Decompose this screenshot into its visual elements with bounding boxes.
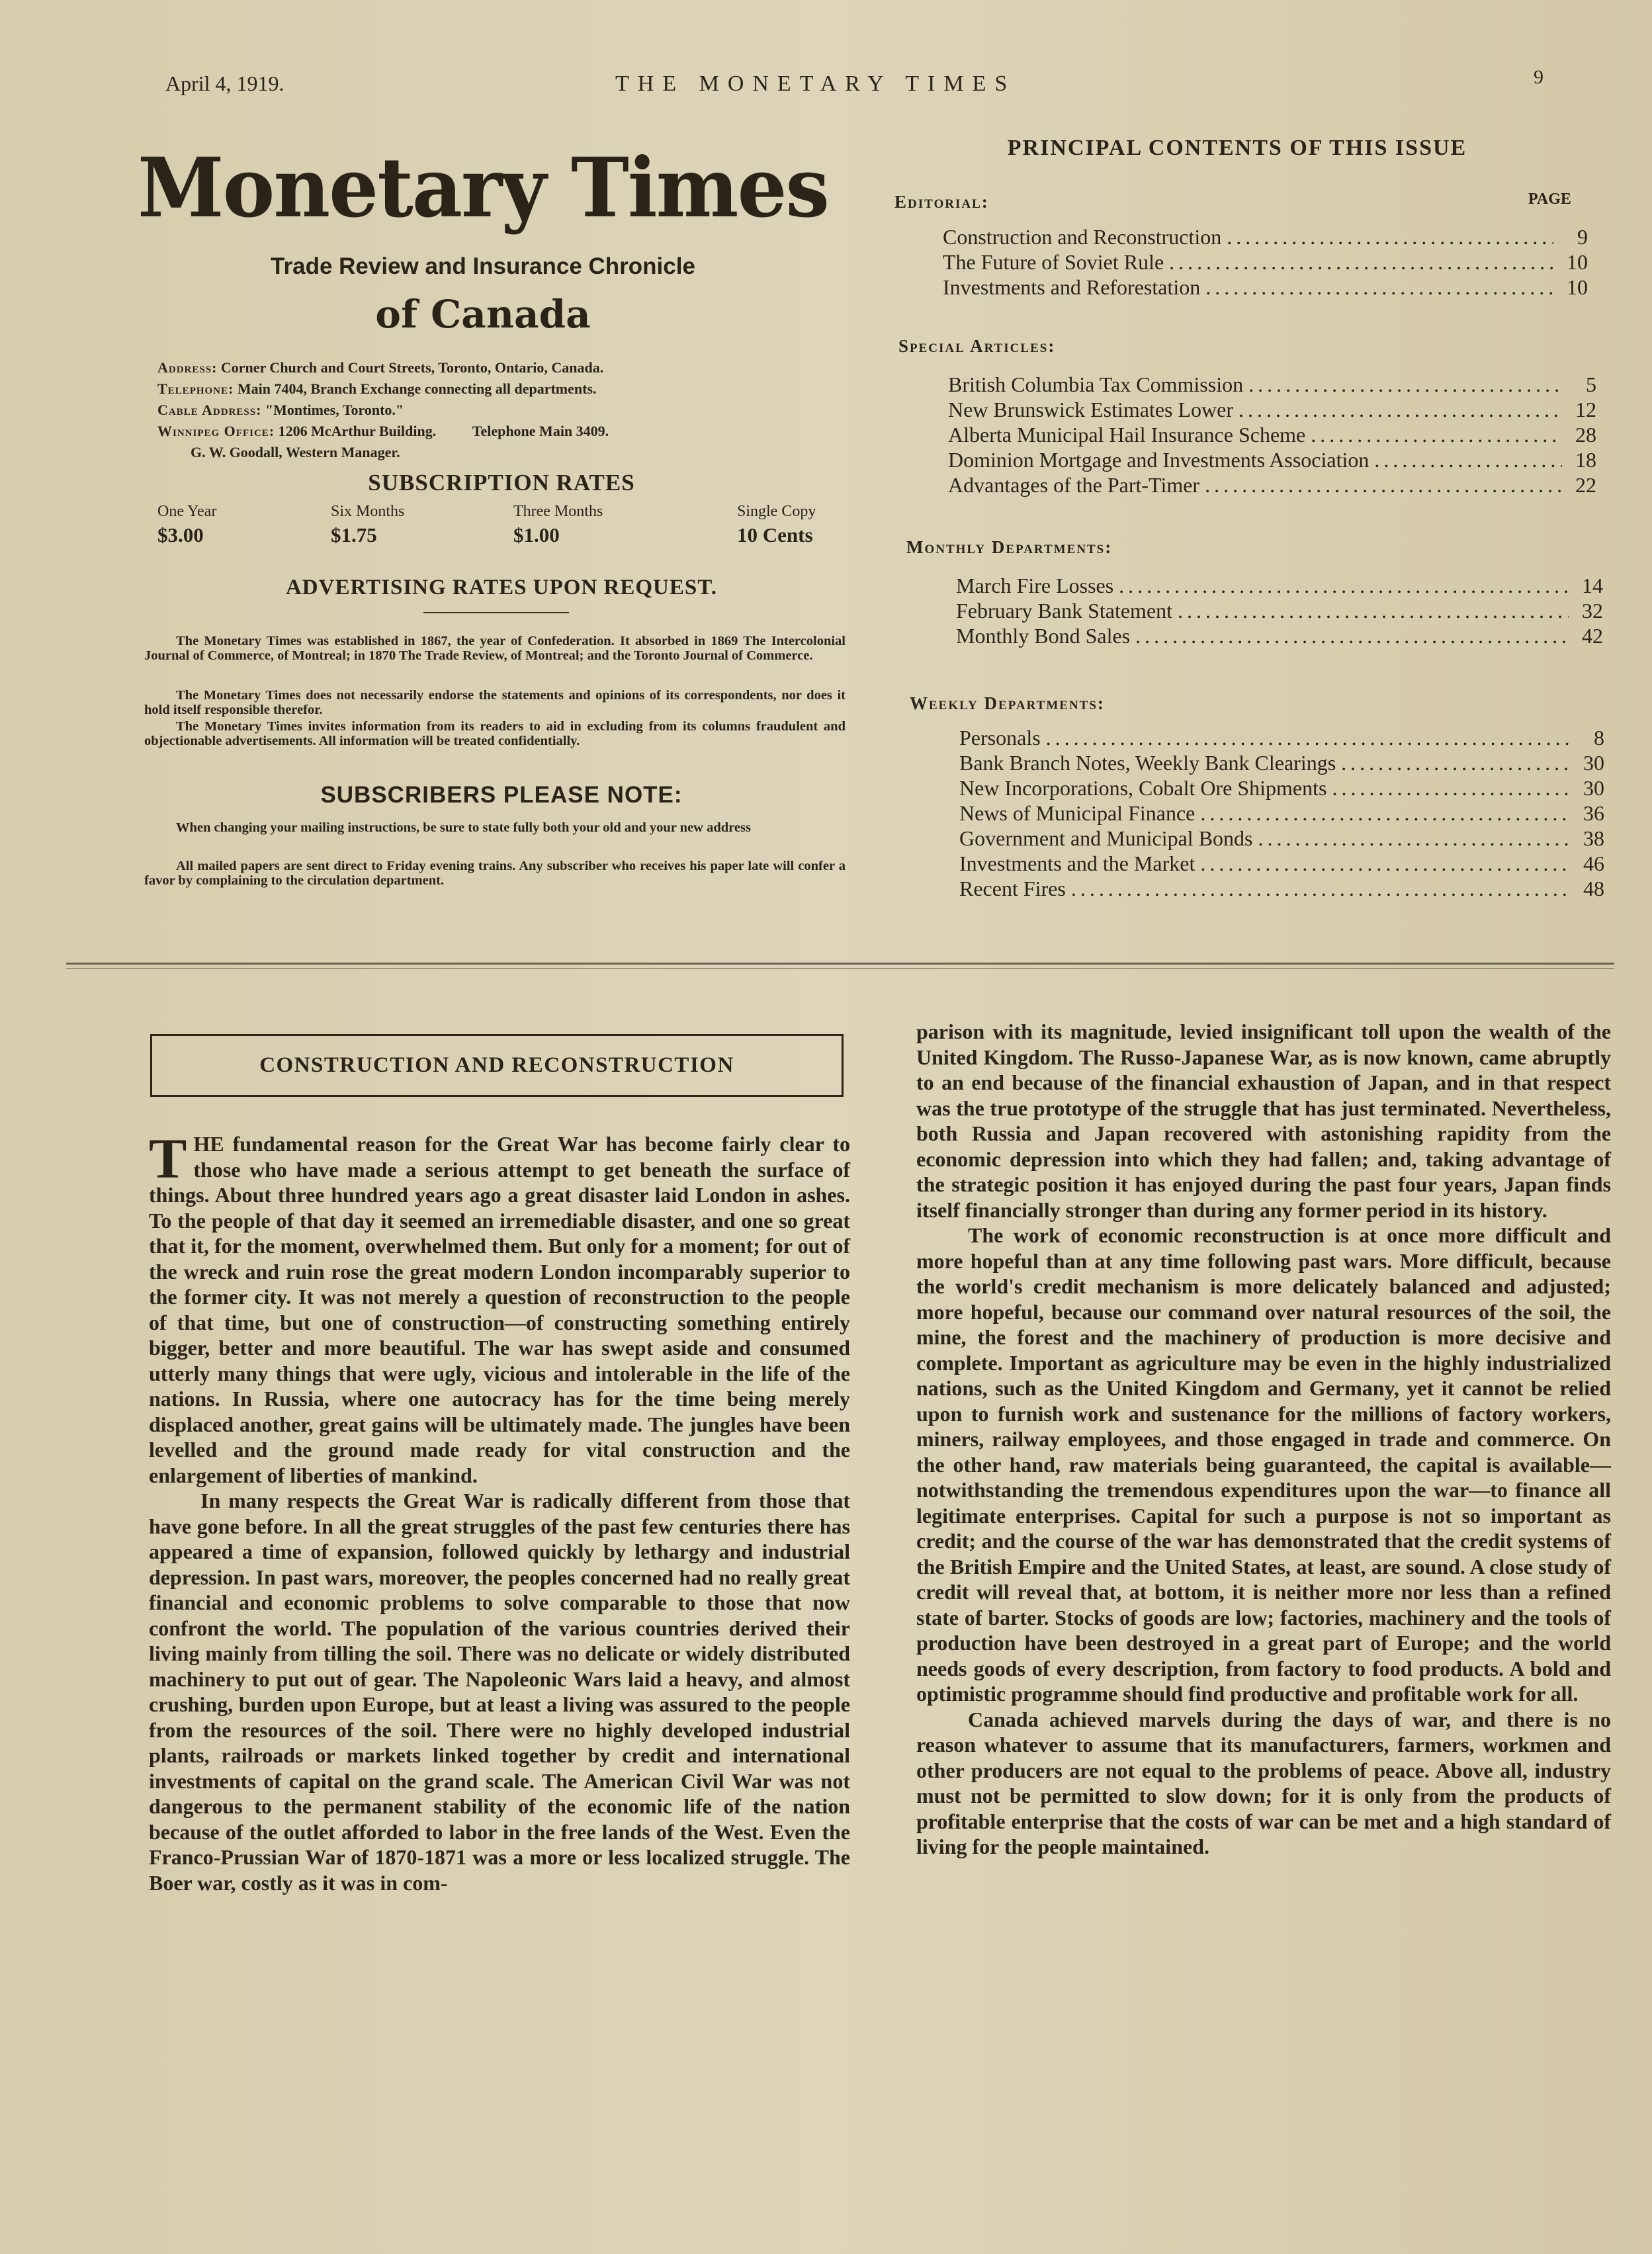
toc-entry[interactable]: Bank Branch Notes, Weekly Bank Clearings ..... 30	[959, 751, 1604, 776]
article-paragraph: THE fundamental reason for the Great War has become fairly clear to those who have made a serious attempt to get beneath the surface of things. About three hundred years ago a great disaster laid London in ashes. To the people of that day it seemed an irremediable disaster, and one so great that it, for the moment, overwhelmed them. But only for a moment; for out of the wreck and ruin rose the great modern London incomparably superior to the former city. It was not merely a question of reconstruction to the people of that time, but one of construction—of constructing something entirely bigger, better and more beautiful. The war has swept aside and consumed utterly many things that were ugly, vicious and intolerable in the life of the nations. In Russia, where one autocracy has for the time being merely displaced another, great gains will be ultimately made. The jungles have been levelled and the ground made ready for vital construction and the enlargement of liberties of mankind.	[149, 1127, 850, 1487]
toc-section-heading: Weekly Departments:	[910, 693, 1105, 713]
notice-paragraph: The Monetary Times was established in 1867, the year of Confederation. It absorbed in 1869 The Intercolonial Journal of Commerce, of Montreal; in 1870 The Trade Review, of Montreal; and the Toronto Journal of Commerce.	[144, 634, 846, 663]
toc-entry[interactable]: New Brunswick Estimates Lower ..... 12	[948, 398, 1596, 423]
article-left-column	[149, 1127, 850, 1895]
article-paragraph: parison with its magnitude, levied insignificant toll upon the wealth of the United Kingdom. The Russo-Japanese War, as is now known, came abruptly to an end because of the financial exhaustion of Japan, and in that respect was the true prototype of the struggle that has just terminated. Nevertheless, both Russia and Japan recovered with astonishing rapidity from the economic depression into which they had fallen; and, taking advantage of the strategic position it has enjoyed during the past four years, Japan finds itself financially stronger than during any former period in its history.	[916, 1019, 1611, 1222]
page-number: 9	[1534, 66, 1545, 88]
toc-entry[interactable]: Personals ..... 8	[959, 726, 1604, 751]
toc-entry[interactable]: Monthly Bond Sales ..... 42	[956, 624, 1603, 649]
article-right-column	[916, 1019, 1611, 1860]
notice-paragraph: The Monetary Times invites information from its readers to aid in excluding from its columns fraudulent and objectionable advertisements. All information will be treated confidentially.	[144, 719, 846, 748]
masthead-of-canada: of Canada	[375, 292, 591, 337]
masthead-logo: Monetary Times	[138, 139, 828, 236]
notice-paragraph: The Monetary Times does not necessarily endorse the statements and opinions of its correspondents, nor does it hold itself responsible therefor.	[144, 688, 846, 717]
address-block	[157, 357, 852, 463]
toc-entry[interactable]: New Incorporations, Cobalt Ore Shipments ..... 30	[959, 776, 1604, 801]
address-row: Winnipeg Office: 1206 McArthur Building. Telephone Main 3409.	[157, 423, 609, 439]
toc-section-monthly	[956, 574, 1603, 649]
toc-entry[interactable]: Construction and Reconstruction ..... 9	[943, 225, 1588, 250]
toc-entry[interactable]: Advantages of the Part-Timer ..... 22	[948, 473, 1596, 498]
toc-entry[interactable]: News of Municipal Finance ..... 36	[959, 801, 1604, 826]
toc-section-heading: Editorial:	[894, 192, 989, 212]
rate-six-months: Six Months $1.75	[331, 503, 405, 546]
toc-entry[interactable]: Alberta Municipal Hail Insurance Scheme ..... 28	[948, 423, 1596, 448]
section-divider	[66, 968, 1614, 969]
contents-title: PRINCIPAL CONTENTS OF THIS ISSUE	[1007, 136, 1467, 160]
running-head	[165, 66, 1555, 105]
address-row: Cable Address: "Montimes, Toronto."	[157, 402, 404, 418]
toc-entry[interactable]: Government and Municipal Bonds ..... 38	[959, 826, 1604, 851]
toc-section-heading: Special Articles:	[898, 336, 1056, 356]
toc-section-special	[948, 372, 1596, 498]
toc-entry[interactable]: Investments and the Market ..... 46	[959, 851, 1604, 877]
contents-page-header: PAGE	[1528, 191, 1571, 208]
toc-entry[interactable]: The Future of Soviet Rule ..... 10	[943, 250, 1588, 275]
drop-cap: T	[149, 1127, 187, 1190]
advertising-note: ADVERTISING RATES UPON REQUEST.	[285, 576, 718, 599]
short-rule	[423, 612, 569, 613]
toc-entry[interactable]: March Fire Losses ..... 14	[956, 574, 1603, 599]
article-paragraph: Canada achieved marvels during the days of war, and there is no reason whatever to assume that its manufacturers, farmers, workmen and other producers are not equal to the problems of peace. Above all, industry must not be permitted to slow down; for it is only from the products of profitable enterprise that the costs of war can be met and a high standard of living for the people maintained.	[916, 1707, 1611, 1858]
toc-section-editorial	[943, 225, 1588, 300]
toc-entry[interactable]: Recent Fires ..... 48	[959, 877, 1604, 902]
rate-three-months: Three Months $1.00	[513, 503, 603, 546]
toc-entry[interactable]: Investments and Reforestation ..... 10	[943, 275, 1588, 300]
toc-entry[interactable]: February Bank Statement ..... 32	[956, 599, 1603, 624]
issue-date: April 4, 1919.	[165, 71, 284, 95]
subscribers-note-title: SUBSCRIBERS PLEASE NOTE:	[320, 782, 683, 808]
subscribers-note-paragraph: When changing your mailing instructions, be sure to state fully both your old and your new address	[176, 820, 751, 835]
subscription-title: SUBSCRIPTION RATES	[368, 470, 635, 496]
toc-section-heading: Monthly Departments:	[906, 537, 1113, 557]
article-paragraph: The work of economic reconstruction is at once more difficult and more hopeful than at any time following past wars. More difficult, because the world's credit mechanism is more delicately balanced and adjusted; more hopeful, because our command over natural resources of the soil, the mine, the forest and the machinery of production is more decisive and complete. Important as agriculture may be even in the highly industrialized nations, such as the United Kingdom and Germany, yet it cannot be relied upon to furnish work and sustenance for the millions of factory workers, miners, railway employees, and those engaged in trade and commerce. On the other hand, raw materials being guaranteed, the capital is available—notwithstanding the tremendous expenditures upon the war—to finance all legitimate enterprises. Capital for such a purpose is not so important as credit; and the course of the war has demonstrated that the credit systems of the British Empire and the United States, at least, are sound. A close study of credit will reveal that, at bottom, it is neither more nor less than a refined state of barter. Stocks of goods are low; factories, machinery and the tools of production have been destroyed in a great part of Europe; and the world needs goods of every description, from factory to food products. A bold and optimistic programme should find productive and profitable work for all.	[916, 1223, 1611, 1706]
rate-one-year: One Year $3.00	[157, 503, 217, 546]
section-divider	[66, 963, 1614, 965]
address-row: Telephone: Main 7404, Branch Exchange connecting all departments.	[157, 380, 597, 397]
masthead	[126, 139, 840, 337]
article-heading-box	[150, 1034, 844, 1097]
subscription-rates	[157, 503, 846, 556]
article-heading: CONSTRUCTION AND RECONSTRUCTION	[259, 1053, 734, 1077]
publication-title: THE MONETARY TIMES	[615, 71, 1016, 96]
rate-single-copy: Single Copy 10 Cents	[737, 503, 816, 546]
address-row: Address: Corner Church and Court Streets, Toronto, Ontario, Canada.	[157, 359, 604, 376]
address-row: G. W. Goodall, Western Manager.	[191, 444, 400, 460]
subscribers-note-paragraph: All mailed papers are sent direct to Friday evening trains. Any subscriber who receives his paper late will confer a favor by complaining to the circulation department.	[144, 859, 846, 888]
masthead-subtitle: Trade Review and Insurance Chronicle	[271, 253, 695, 279]
toc-section-weekly	[959, 726, 1604, 902]
toc-entry[interactable]: Dominion Mortgage and Investments Association ..... 18	[948, 448, 1596, 473]
toc-entry[interactable]: British Columbia Tax Commission ..... 5	[948, 372, 1596, 398]
article-paragraph: In many respects the Great War is radically different from those that have gone before. In all the great struggles of the past few centuries there has appeared a time of expansion, followed quickly by lethargy and industrial depression. In past wars, moreover, the peoples concerned had no really great financial and economic problems to solve comparable to those that now confront the world. The population of the various countries derived their living mainly from tilling the soil. There was no delicate or widely distributed machinery to put out of gear. The Napoleonic Wars laid a heavy, and almost crushing, burden upon Europe, but at least a living was assured to the people from the resources of the soil. There were no highly developed industrial plants, railroads or markets linked together by credit and international investments of capital on the grand scale. The American Civil War was not dangerous to the permanent stability of the economic life of the nation because of the outlet afforded to labor in the free lands of the West. Even the Franco-Prussian War of 1870-1871 was a more or less localized struggle. The Boer war, costly as it was in com-	[149, 1489, 850, 1895]
